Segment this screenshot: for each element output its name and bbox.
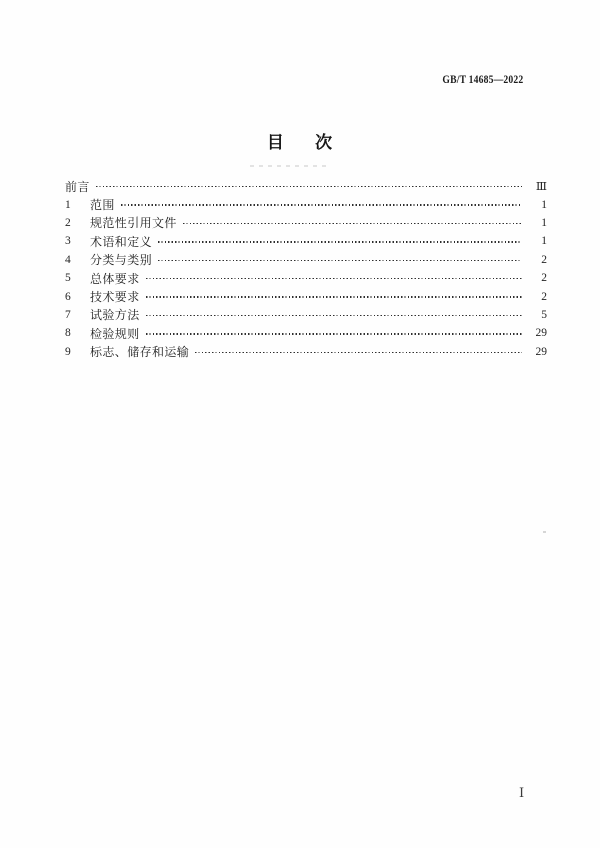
toc-entry — [65, 306, 547, 324]
toc-dot-leader — [183, 223, 522, 224]
toc-entry-label: 前言 — [65, 179, 90, 194]
toc-entry-page: 2 — [541, 253, 547, 266]
toc-entry-label: 技术要求 — [90, 290, 140, 305]
toc-dot-leader — [158, 260, 522, 261]
footer-page-number: Ⅰ — [519, 785, 525, 800]
toc-entry-label: 总体要求 — [90, 271, 140, 286]
toc-entry-label: 范围 — [90, 198, 115, 213]
toc-entry-page: 2 — [541, 272, 547, 285]
toc-entry-number: 9 — [65, 345, 71, 358]
toc-entry — [65, 324, 547, 342]
toc-entry-label: 检验规则 — [90, 326, 140, 341]
toc-entry-page: 5 — [541, 308, 547, 321]
toc-dot-leader — [146, 296, 522, 297]
toc-dot-leader — [146, 315, 522, 316]
toc-dot-leader — [96, 186, 522, 187]
toc-entry-page: 29 — [535, 327, 547, 340]
toc-entry-number: 3 — [65, 235, 71, 248]
scan-artifact — [250, 165, 328, 167]
toc-entry-label: 术语和定义 — [90, 234, 153, 249]
toc-entry — [65, 251, 547, 269]
toc-dot-leader — [121, 204, 522, 205]
toc-entry-number: 1 — [65, 198, 71, 211]
toc-dot-leader — [158, 241, 522, 242]
toc-entry-number: 8 — [65, 327, 71, 340]
toc-entry-label: 分类与类别 — [90, 253, 153, 268]
table-of-contents — [65, 177, 547, 361]
toc-entry-number: 7 — [65, 308, 71, 321]
toc-entry-label: 规范性引用文件 — [90, 216, 177, 231]
toc-entry — [65, 269, 547, 287]
toc-dot-leader — [146, 278, 522, 279]
toc-entry-number: 5 — [65, 272, 71, 285]
page-title: 目 次 — [266, 133, 334, 152]
toc-entry — [65, 177, 547, 195]
scan-artifact — [543, 531, 546, 533]
toc-entry-number: 6 — [65, 290, 71, 303]
toc-entry-label: 试验方法 — [90, 308, 140, 323]
toc-entry-number: 4 — [65, 253, 71, 266]
toc-entry-page: 1 — [541, 216, 547, 229]
toc-entry-page: Ⅲ — [535, 181, 547, 194]
standard-code-header: GB/T 14685—2022 — [442, 74, 523, 86]
toc-entry — [65, 343, 547, 361]
toc-entry-page: 2 — [541, 290, 547, 303]
toc-entry-label: 标志、储存和运输 — [90, 345, 190, 360]
toc-entry-page: 1 — [541, 235, 547, 248]
toc-dot-leader — [146, 333, 522, 334]
toc-entry — [65, 232, 547, 250]
toc-entry-page: 29 — [535, 345, 547, 358]
toc-entry — [65, 214, 547, 232]
toc-dot-leader — [195, 352, 522, 353]
toc-entry — [65, 195, 547, 213]
toc-entry-page: 1 — [541, 198, 547, 211]
toc-entry — [65, 287, 547, 305]
toc-entry-number: 2 — [65, 216, 71, 229]
